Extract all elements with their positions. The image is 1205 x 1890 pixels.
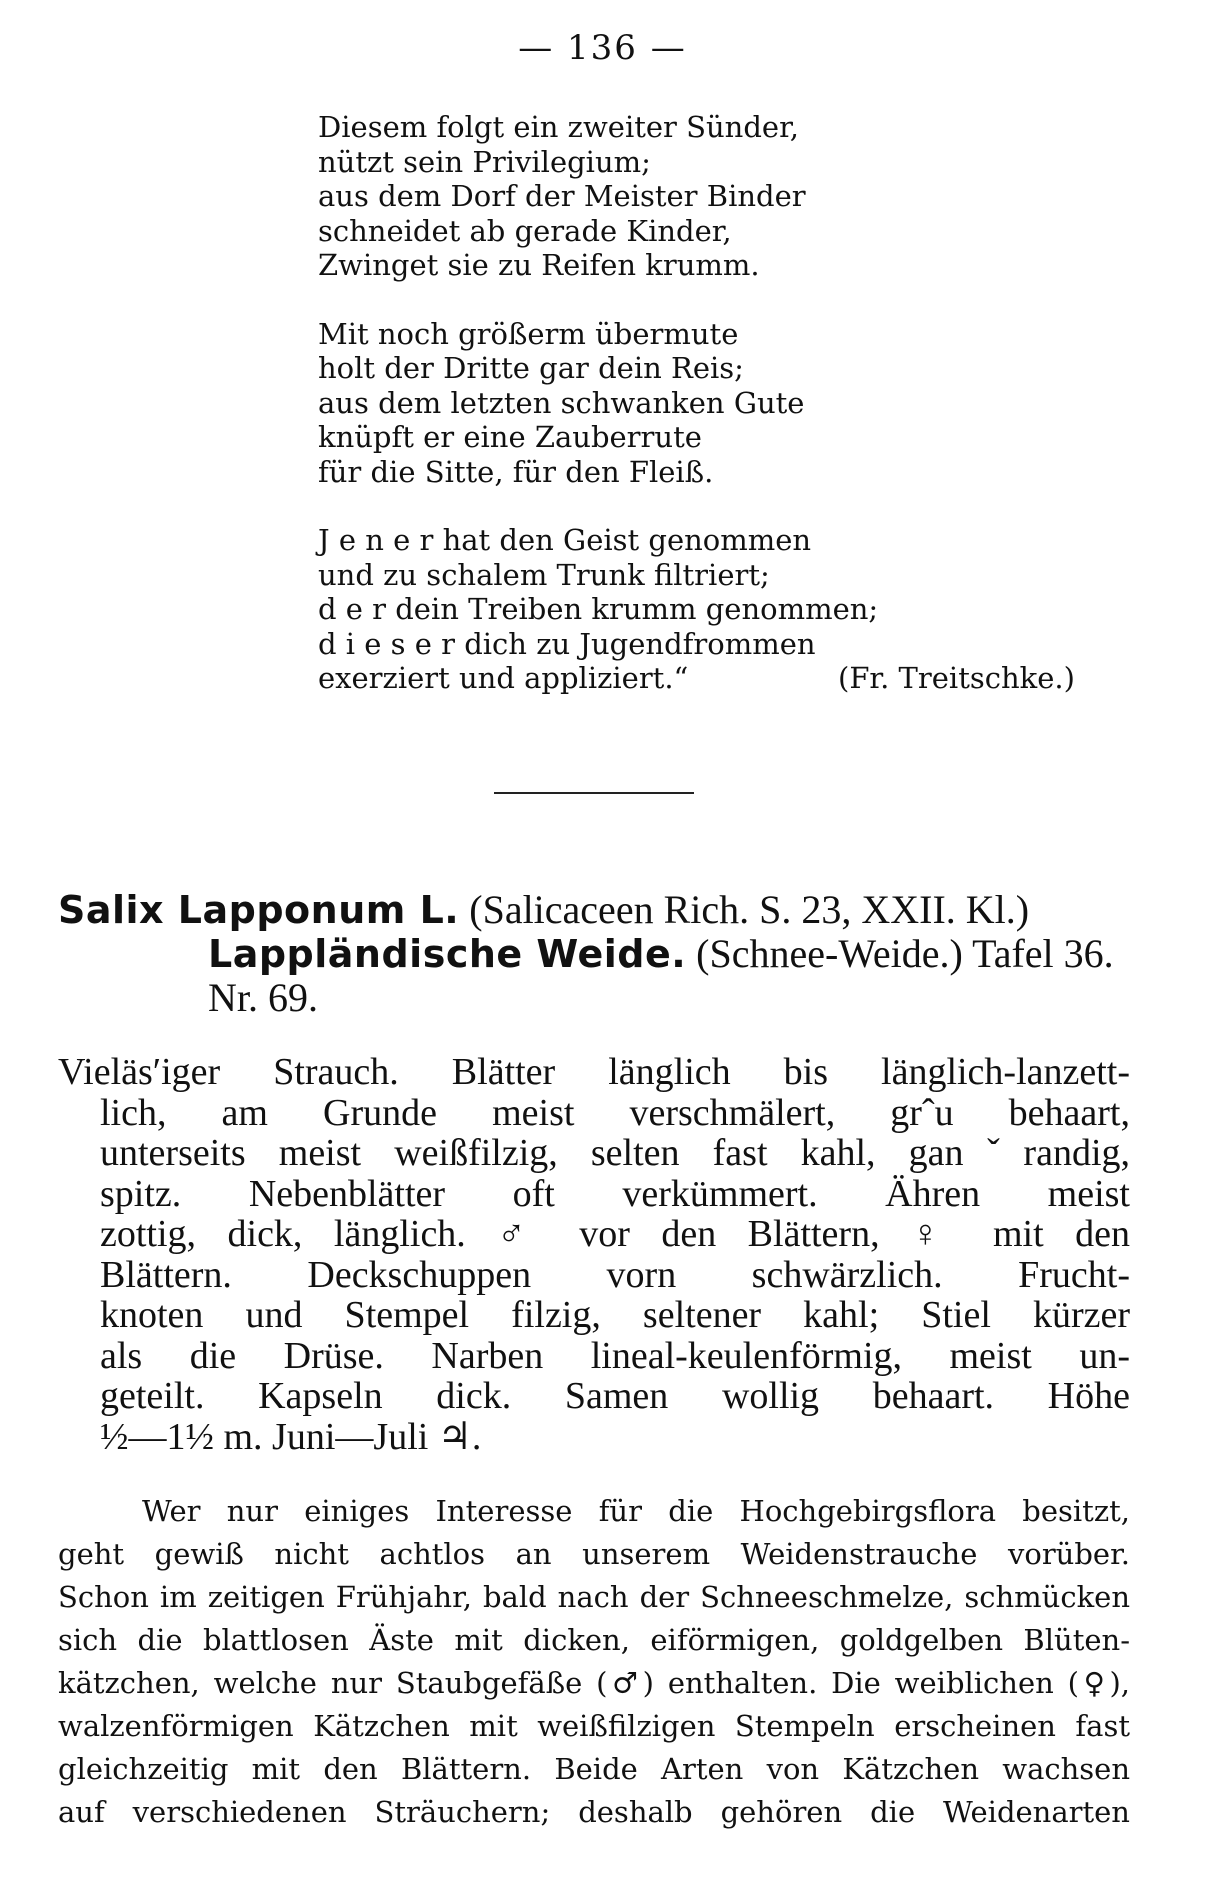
poem-line: d i e s e r dich zu Jugendfrommen bbox=[318, 626, 816, 661]
poem-line: aus dem letzten schwanken Gute bbox=[318, 385, 805, 420]
description-line: als die Drüse. Narben lineal-keulenförmig, meist un- bbox=[100, 1334, 1130, 1377]
poem-line: für die Sitte, für den Fleiß. bbox=[318, 454, 714, 489]
description-line: lich, am Grunde meist verschmälert, grˆu behaart, bbox=[100, 1091, 1130, 1134]
prose-paragraph bbox=[58, 1490, 1130, 1834]
german-name: Lappländische Weide. bbox=[208, 932, 687, 976]
prose-line: walzenförmigen Kätzchen mit weißfilzigen Stempeln erscheinen fast bbox=[58, 1709, 1130, 1743]
prose-line: Schon im zeitigen Frühjahr, bald nach der Schneeschmelze, schmücken bbox=[58, 1580, 1130, 1614]
poem-stanza bbox=[318, 317, 1078, 490]
description-line: Vieläsʹiger Strauch. Blätter länglich bis länglich-lanzett- bbox=[58, 1051, 1130, 1093]
prose-line: geht gewiß nicht achtlos an unserem Weidenstrauche vorüber. bbox=[58, 1537, 1130, 1571]
entry-number: Nr. 69. bbox=[208, 975, 318, 1020]
section-divider bbox=[494, 792, 694, 794]
prose-line: sich die blattlosen Äste mit dicken, eiförmigen, goldgelben Blüten- bbox=[58, 1623, 1130, 1657]
species-description bbox=[58, 1052, 1130, 1457]
poem-attribution: (Fr. Treitschke.) bbox=[838, 661, 1075, 695]
description-line: zottig, dick, länglich. ♂ vor den Blättern, ♀ mit den bbox=[100, 1213, 1130, 1255]
description-line: ½—1½ m. Juni—Juli ♃. bbox=[100, 1415, 482, 1458]
poem-line-text: exerziert und appliziert.“ bbox=[318, 661, 689, 695]
heading-line-3 bbox=[58, 976, 1148, 1019]
prose-line: Wer nur einiges Interesse für die Hochgebirgsflora besitzt, bbox=[142, 1494, 1130, 1528]
prose-line: gleichzeitig mit den Blättern. Beide Arten von Kätzchen wachsen bbox=[58, 1752, 1130, 1786]
poem-stanza bbox=[318, 523, 1078, 696]
poem-line: knüpft er eine Zauberrute bbox=[318, 420, 702, 454]
poem bbox=[318, 110, 1078, 730]
poem-line: schneidet ab gerade Kinder, bbox=[318, 213, 732, 248]
poem-line: aus dem Dorf der Meister Binder bbox=[318, 179, 806, 213]
description-line: knoten und Stempel filzig, seltener kahl; Stiel kürzer bbox=[100, 1294, 1130, 1336]
prose-line: auf verschiedenen Sträuchern; deshalb gehören die Weidenarten bbox=[58, 1795, 1130, 1829]
heading-line-1 bbox=[58, 888, 1148, 932]
heading-line-2 bbox=[58, 932, 1148, 976]
poem-line: Mit noch größerm übermute bbox=[318, 316, 739, 351]
species-heading bbox=[58, 888, 1148, 1019]
poem-line: d e r dein Treiben krumm genommen; bbox=[318, 592, 879, 626]
description-line: geteilt. Kapseln dick. Samen wollig behaart. Höhe bbox=[100, 1375, 1130, 1417]
prose-line: kätzchen, welche nur Staubgefäße (♂) enthalten. Die weiblichen (♀), bbox=[58, 1666, 1130, 1700]
poem-stanza bbox=[318, 110, 1078, 283]
latin-name: Salix Lapponum L. bbox=[58, 888, 460, 932]
alt-name: (Schnee-Weide.) Tafel 36. bbox=[696, 931, 1114, 976]
poem-line: Zwinget sie zu Reifen krumm. bbox=[318, 248, 760, 282]
page-number: — 136 — bbox=[518, 28, 687, 68]
description-line: spitz. Nebenblätter oft verkümmert. Ähren meist bbox=[100, 1172, 1130, 1215]
family-name: (Salicaceen Rich. S. 23, XXII. Kl.) bbox=[469, 887, 1030, 932]
description-line: Blättern. Deckschuppen vorn schwärzlich. Frucht- bbox=[100, 1253, 1130, 1296]
poem-line: nützt sein Privilegium; bbox=[318, 144, 651, 179]
poem-line: Diesem folgt ein zweiter Sünder, bbox=[318, 110, 799, 144]
poem-line: und zu schalem Trunk filtriert; bbox=[318, 557, 770, 592]
poem-line: holt der Dritte gar dein Reis; bbox=[318, 351, 744, 385]
poem-line: J e n e r hat den Geist genommen bbox=[318, 523, 812, 557]
description-line: unterseits meist weißfilzig, selten fast kahl, ganˇrandig, bbox=[100, 1132, 1130, 1174]
poem-line bbox=[318, 661, 1078, 696]
